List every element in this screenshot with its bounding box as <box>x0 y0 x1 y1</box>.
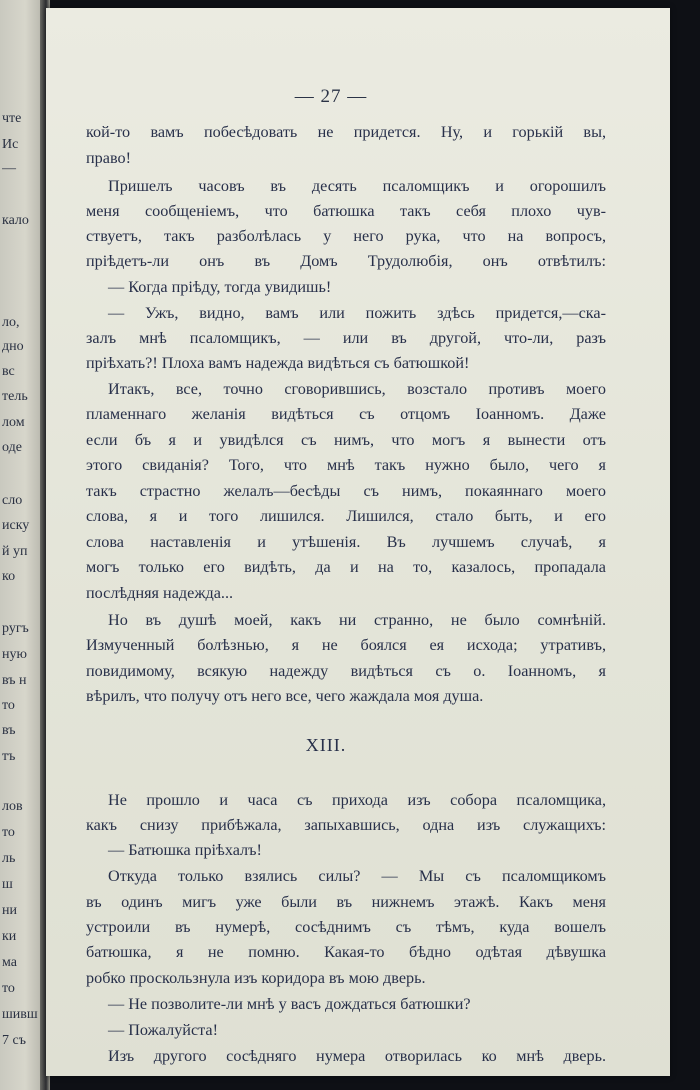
left-page-fragment: лов <box>2 800 23 814</box>
left-page-fragment: то <box>2 699 15 713</box>
text-line: Откуда только взялись силы? — Мы съ псаломщикомъ <box>108 867 606 885</box>
left-page-fragment: чте <box>2 112 22 126</box>
left-page-fragment: ки <box>2 930 17 944</box>
text-line: Измученный болѣзнью, я не боялся ея исхода; утративъ, <box>86 636 606 654</box>
chapter-title: XIII. <box>305 735 347 755</box>
text-line: — Батюшка пріѣхалъ! <box>108 841 262 859</box>
text-line: пламеннаго желанія видѣться съ отцомъ Іоанномъ. Даже <box>86 405 606 423</box>
text-line: — Когда пріѣду, тогда увидишь! <box>108 278 332 296</box>
left-page-fragment: вс <box>2 365 15 379</box>
text-line: слова, я и того лишился. Лишился, стало быть, и его <box>86 507 606 525</box>
text-line: такъ страстно желалъ—бесѣды съ нимъ, покаяннаго моего <box>86 482 606 500</box>
left-page-fragment: ло, <box>2 316 20 330</box>
text-line: какъ снизу прибѣжала, запыхавшись, одна изъ служащихъ: <box>86 816 606 834</box>
left-page-fragment: ную <box>2 648 27 662</box>
text-line: устроили въ нумерѣ, сосѣднимъ съ тѣмъ, куда вошелъ <box>86 918 606 936</box>
left-page-fragment: Ис <box>2 138 19 152</box>
left-page-fragment: тъ <box>2 750 16 764</box>
left-page-fragment: то <box>2 982 15 996</box>
text-line: Изъ другого сосѣдняго нумера отворилась ко мнѣ дверь. <box>108 1047 606 1065</box>
text-line: ствуетъ, такъ разболѣлась у него рука, что на вопросъ, <box>86 227 606 245</box>
text-line: залъ мнѣ псаломщикъ, — или въ другой, что-ли, разъ <box>86 329 606 347</box>
text-line: — Ужъ, видно, вамъ или пожить здѣсь придется,—ска- <box>108 304 606 322</box>
text-line: вѣрилъ, что получу отъ него все, чего жаждала моя душа. <box>86 687 484 705</box>
left-page-fragment: ш <box>2 878 13 892</box>
left-page-fragment: шивш <box>2 1008 38 1022</box>
text-line: Пришелъ часовъ въ десять псаломщикъ и огорошилъ <box>108 177 606 195</box>
text-line: право! <box>86 149 131 167</box>
left-page-fragment: ругъ <box>2 622 29 636</box>
text-line: — Пожалуйста! <box>108 1021 218 1039</box>
text-line: — Не позволите-ли мнѣ у васъ дождаться батюшки? <box>108 995 471 1013</box>
text-line: Но въ душѣ моей, какъ ни странно, не было сомнѣній. <box>108 611 606 629</box>
page-number: — 27 — <box>294 86 368 107</box>
left-page-fragment: то <box>2 826 15 840</box>
text-line: Не прошло и часа съ прихода изъ собора псаломщика, <box>108 791 606 809</box>
text-line: если бъ я и увидѣлся съ нимъ, что могъ я вынести отъ <box>86 431 606 449</box>
left-page-fragment: тель <box>2 390 28 404</box>
text-line: повидимому, всякую надежду видѣться съ о. Іоанномъ, я <box>86 662 606 680</box>
left-page-fragment: дно <box>2 340 24 354</box>
text-line: послѣдняя надежда... <box>86 584 234 602</box>
text-line: могъ только его видѣть, да и на то, казалось, пропадала <box>86 558 606 576</box>
text-line: въ одинъ мигъ уже были въ нижнемъ этажѣ. Какъ меня <box>86 893 606 911</box>
left-page-fragment: й уп <box>2 545 28 559</box>
text-line: батюшка, я не помню. Какая-то бѣдно одѣтая дѣвушка <box>86 943 606 961</box>
text-line: пріѣхать?! Плоха вамъ надежда видѣться съ батюшкой! <box>86 354 470 372</box>
left-page-fragment: ко <box>2 570 16 584</box>
text-line: этого свиданія? Того, что мнѣ такъ нужно было, чего я <box>86 456 606 474</box>
book-page <box>46 8 670 1076</box>
text-line: пріѣдетъ-ли онъ въ Домъ Трудолюбія, онъ отвѣтилъ: <box>86 252 606 270</box>
text-line: меня сообщеніемъ, что батюшка такъ себя плохо чув- <box>86 202 606 220</box>
left-page-fragment: ма <box>2 956 17 970</box>
text-line: кой-то вамъ побесѣдовать не придется. Ну, и горькій вы, <box>86 123 606 141</box>
left-page-fragment: въ <box>2 724 16 738</box>
left-page-fragment: кало <box>2 214 29 228</box>
text-line: слова наставленія и утѣшенія. Въ лучшемъ случаѣ, я <box>86 533 606 551</box>
left-page-fragment: 7 съ <box>2 1034 26 1048</box>
left-page-fragment: иску <box>2 519 30 533</box>
text-line: Итакъ, все, точно сговорившись, возстало противъ моего <box>108 380 606 398</box>
left-page-fragment: — <box>2 162 16 176</box>
text-line: робко проскользнула изъ коридора въ мою дверь. <box>86 969 426 987</box>
left-page-fragment: ль <box>2 852 16 866</box>
left-page-fragment: оде <box>2 441 22 455</box>
left-page-fragment: лом <box>2 416 25 430</box>
left-page-fragment: ни <box>2 904 17 918</box>
left-page-fragment: въ н <box>2 674 27 688</box>
left-page-edge <box>0 0 42 1090</box>
left-page-fragment: сло <box>2 494 23 508</box>
